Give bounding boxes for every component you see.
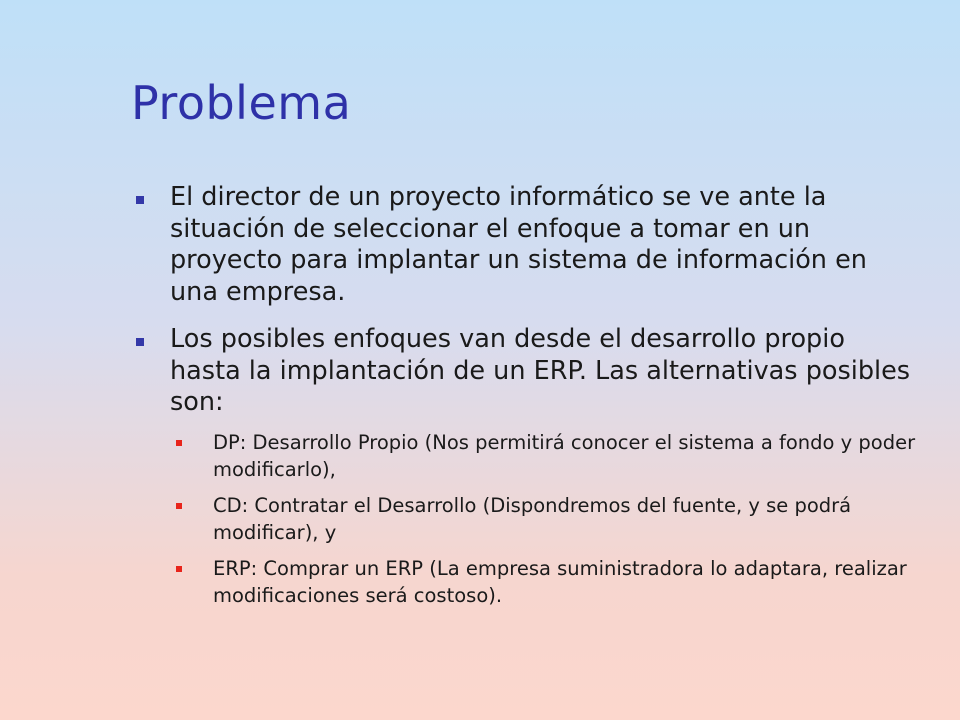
square-bullet-icon [176, 440, 182, 446]
square-bullet-icon [176, 566, 182, 572]
sub-bullet-text: DP: Desarrollo Propio (Nos permitirá conocer el sistema a fondo y poder modificarlo), [213, 430, 916, 481]
sub-bullet-item [176, 429, 936, 483]
sub-bullet-text: ERP: Comprar un ERP (La empresa suministradora lo adaptara, realizar modificaciones será costoso). [213, 556, 907, 607]
slide-title: Problema [131, 76, 352, 130]
square-bullet-icon [136, 338, 144, 346]
square-bullet-icon [176, 503, 182, 509]
bullet-item [136, 324, 936, 419]
bullet-text: El director de un proyecto informático se ve ante la situación de seleccionar el enfoque a tomar en un proyecto para implantar un sistema de información en una empresa. [170, 182, 867, 307]
square-bullet-icon [136, 196, 144, 204]
sub-bullet-item [176, 555, 936, 609]
sub-bullet-item [176, 492, 936, 546]
slide-content [136, 182, 936, 618]
bullet-text: Los posibles enfoques van desde el desarrollo propio hasta la implantación de un ERP. Las alternativas posibles son: [170, 324, 911, 417]
bullet-item [136, 182, 936, 308]
sub-bullet-text: CD: Contratar el Desarrollo (Dispondremos del fuente, y se podrá modificar), y [213, 493, 852, 544]
alternatives-list [176, 429, 936, 609]
